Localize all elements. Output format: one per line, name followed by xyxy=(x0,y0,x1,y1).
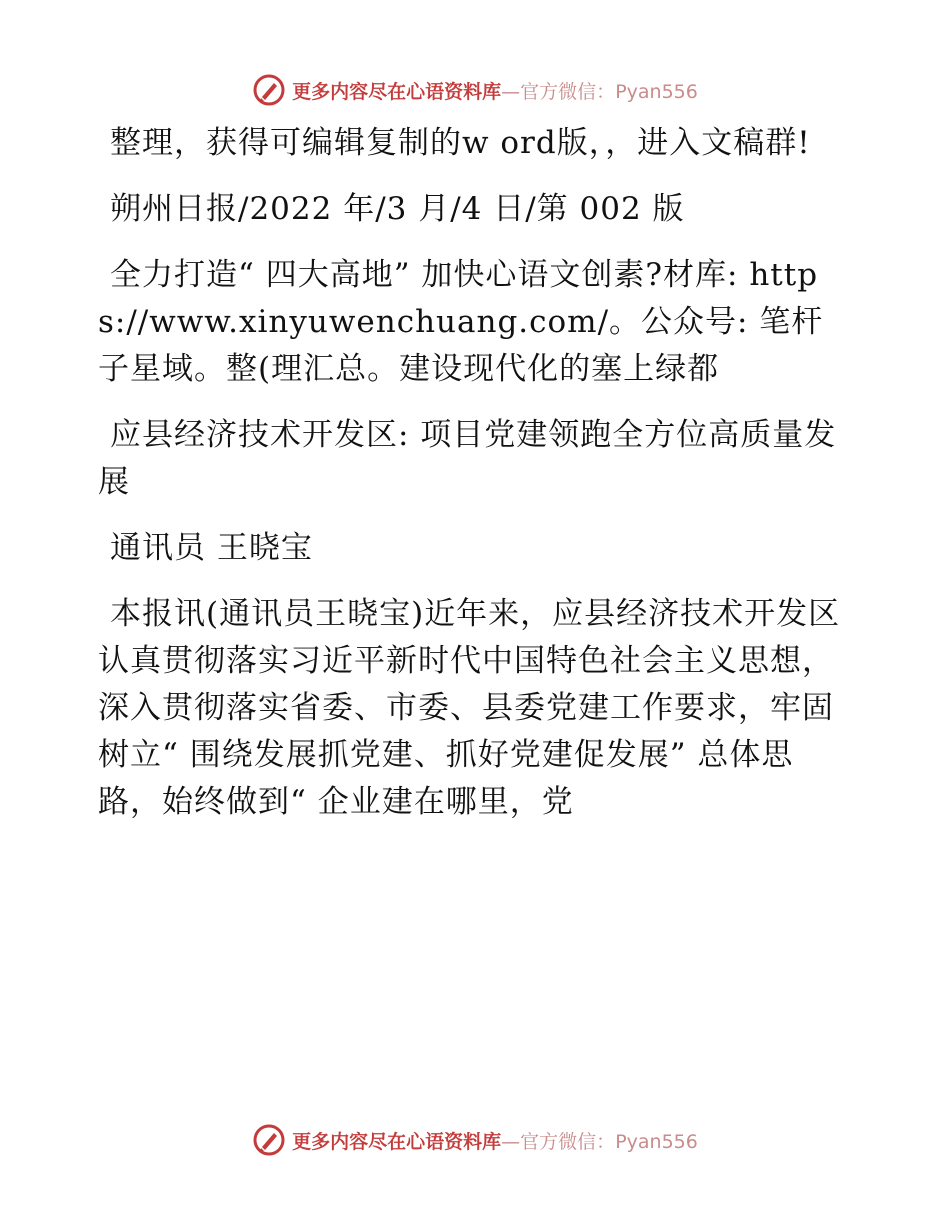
banner-main-text: 更多内容尽在心语资料库 xyxy=(292,80,502,103)
pen-logo-icon xyxy=(252,1123,286,1157)
footer-banner-inner xyxy=(252,1123,698,1157)
article-body-paragraph: 本报讯(通讯员王晓宝)近年来，应县经济技术开发区认真贯彻落实习近平新时代中国特色社会主义思想，深入贯彻落实省委、市委、县委党建工作要求，牢固树立“ 围绕发展抓党建、抓好党建促发展” 总体思路，始终做到“ 企业建在哪里，党 xyxy=(98,596,841,820)
banner-text xyxy=(292,77,698,104)
banner-separator: — xyxy=(501,80,521,103)
author-byline: 通讯员 王晓宝 xyxy=(110,530,313,566)
newspaper-source-line: 朔州日报/2022 年/3 月/4 日/第 002 版 xyxy=(110,191,685,227)
pen-logo-icon xyxy=(252,73,286,107)
banner-separator: — xyxy=(501,1130,521,1153)
banner-wechat-label: 官方微信： xyxy=(520,80,616,103)
article-title: 应县经济技术开发区: 项目党建领跑全方位高质量发展 xyxy=(98,417,837,500)
header-banner xyxy=(0,70,950,110)
document-body xyxy=(98,120,850,845)
banner-wechat-id: Pyan556 xyxy=(615,1130,698,1153)
banner-text xyxy=(292,1127,698,1154)
footer-banner xyxy=(0,1120,950,1160)
banner-main-text: 更多内容尽在心语资料库 xyxy=(292,1130,502,1153)
banner-wechat-label: 官方微信： xyxy=(520,1130,616,1153)
headline-paragraph: 全力打造“ 四大高地” 加快心语文创素?材库: https://www.xinyuwenchuang.com/。公众号: 笔杆子星域。整(理汇总。建设现代化的塞上绿都 xyxy=(98,257,824,387)
banner-wechat-id: Pyan556 xyxy=(615,80,698,103)
header-banner-inner xyxy=(252,73,698,107)
intro-paragraph: 整理，获得可编辑复制的w ord版，，进入文稿群! xyxy=(110,125,811,161)
